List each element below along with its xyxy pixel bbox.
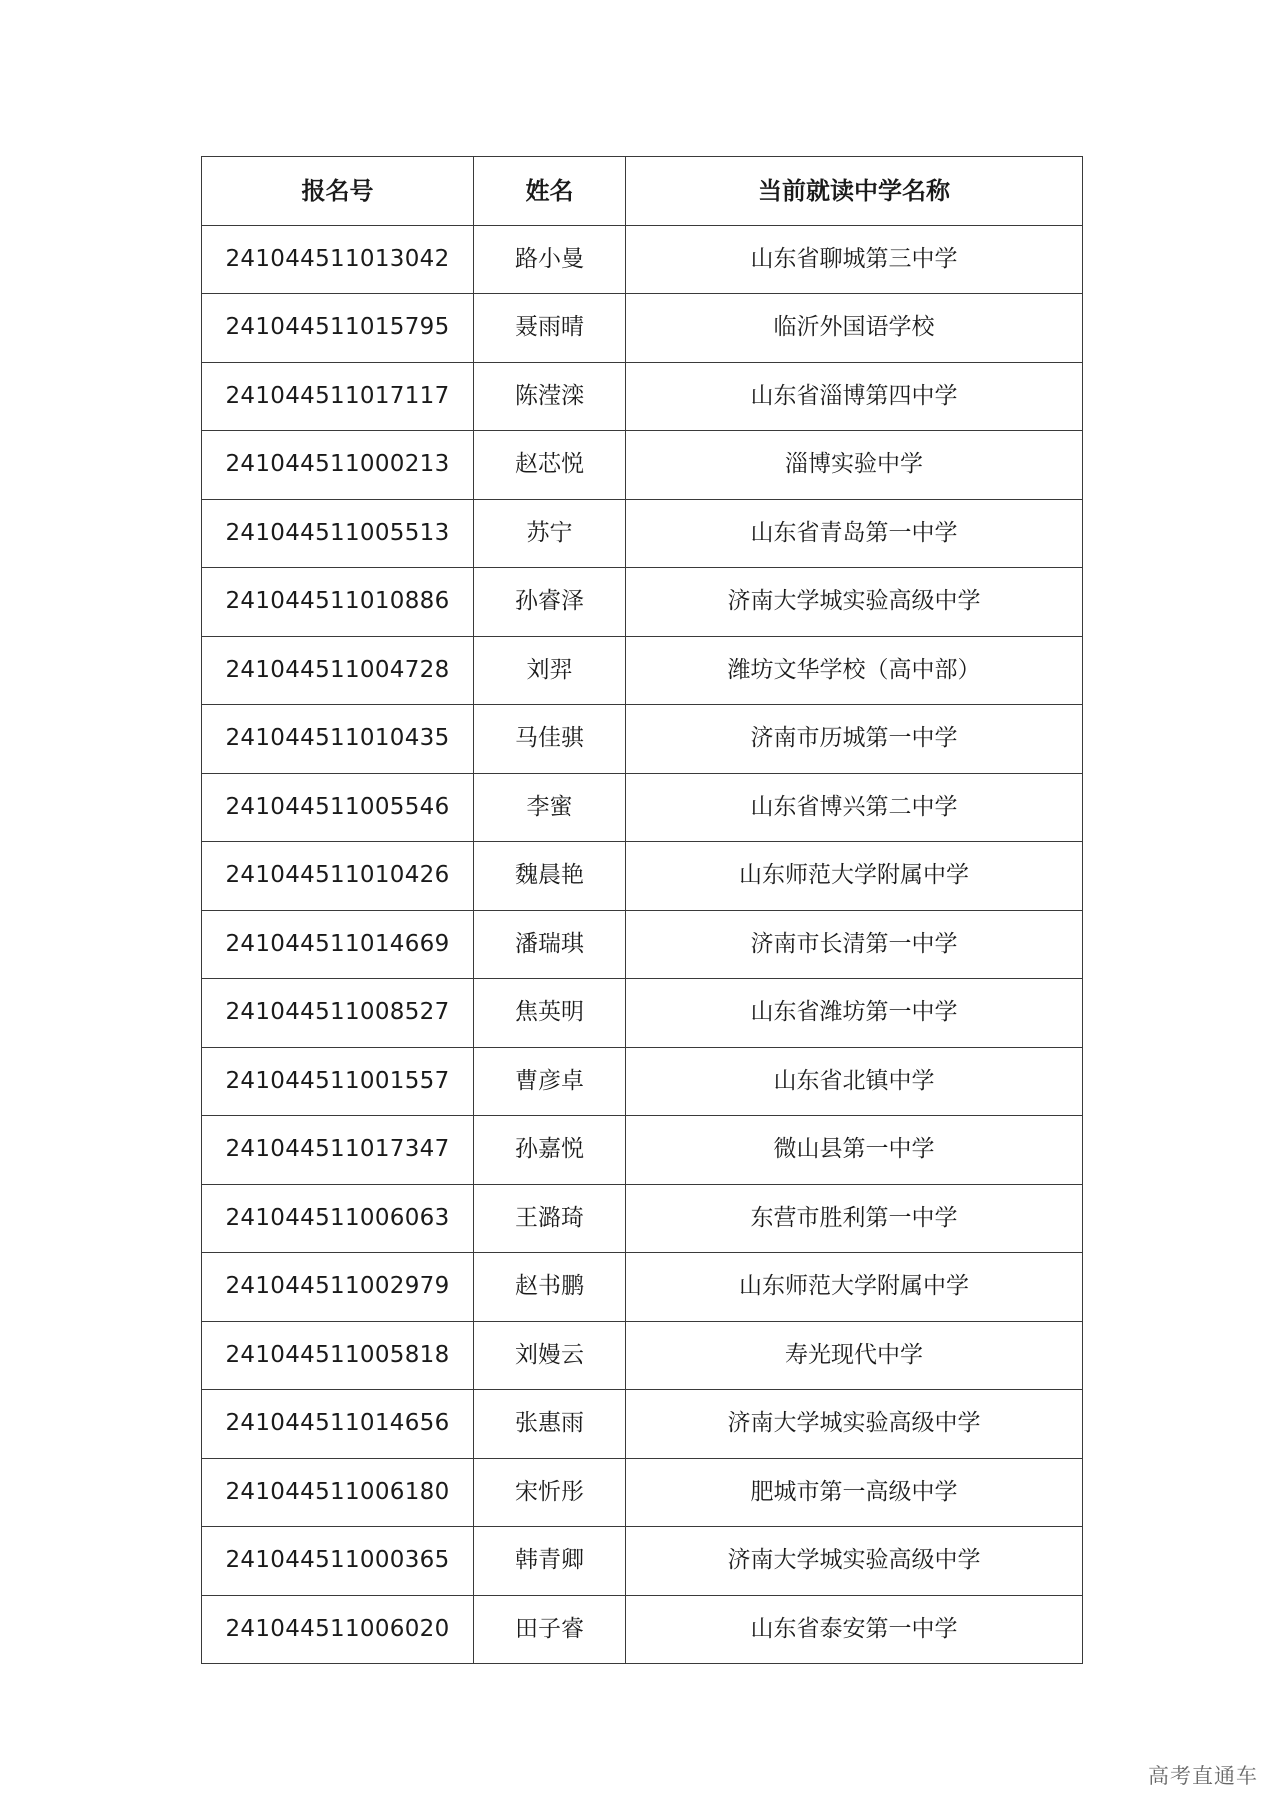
cell-name: 韩青卿 xyxy=(474,1527,626,1596)
cell-registration-number: 241044511002979 xyxy=(202,1253,474,1322)
cell-name: 魏晨艳 xyxy=(474,842,626,911)
cell-registration-number: 241044511010886 xyxy=(202,568,474,637)
cell-name: 刘嫚云 xyxy=(474,1321,626,1390)
cell-name: 王潞琦 xyxy=(474,1184,626,1253)
table-row xyxy=(202,636,1083,705)
table-row xyxy=(202,431,1083,500)
header-row xyxy=(202,157,1083,226)
watermark: 高考直通车 xyxy=(1148,1764,1258,1788)
cell-registration-number: 241044511000365 xyxy=(202,1527,474,1596)
table-row xyxy=(202,842,1083,911)
cell-school: 山东省泰安第一中学 xyxy=(626,1595,1083,1664)
cell-school: 淄博实验中学 xyxy=(626,431,1083,500)
cell-registration-number: 241044511005546 xyxy=(202,773,474,842)
table-row xyxy=(202,1458,1083,1527)
cell-school: 济南市历城第一中学 xyxy=(626,705,1083,774)
cell-registration-number: 241044511008527 xyxy=(202,979,474,1048)
cell-school: 济南市长清第一中学 xyxy=(626,910,1083,979)
table-row xyxy=(202,294,1083,363)
cell-name: 刘羿 xyxy=(474,636,626,705)
cell-registration-number: 241044511000213 xyxy=(202,431,474,500)
cell-registration-number: 241044511010426 xyxy=(202,842,474,911)
table-row xyxy=(202,1527,1083,1596)
table-row xyxy=(202,499,1083,568)
table-row xyxy=(202,1321,1083,1390)
cell-registration-number: 241044511013042 xyxy=(202,225,474,294)
cell-school: 肥城市第一高级中学 xyxy=(626,1458,1083,1527)
cell-registration-number: 241044511004728 xyxy=(202,636,474,705)
cell-name: 宋忻彤 xyxy=(474,1458,626,1527)
cell-school: 潍坊文华学校（高中部） xyxy=(626,636,1083,705)
table-row xyxy=(202,1116,1083,1185)
cell-name: 苏宁 xyxy=(474,499,626,568)
cell-school: 东营市胜利第一中学 xyxy=(626,1184,1083,1253)
cell-name: 赵书鹏 xyxy=(474,1253,626,1322)
table-row xyxy=(202,225,1083,294)
cell-name: 陈滢滦 xyxy=(474,362,626,431)
cell-school: 寿光现代中学 xyxy=(626,1321,1083,1390)
cell-school: 山东省北镇中学 xyxy=(626,1047,1083,1116)
cell-name: 孙睿泽 xyxy=(474,568,626,637)
cell-name: 田子睿 xyxy=(474,1595,626,1664)
cell-school: 山东省潍坊第一中学 xyxy=(626,979,1083,1048)
cell-name: 马佳骐 xyxy=(474,705,626,774)
cell-school: 济南大学城实验高级中学 xyxy=(626,568,1083,637)
table-row xyxy=(202,1184,1083,1253)
cell-name: 聂雨晴 xyxy=(474,294,626,363)
table-row xyxy=(202,568,1083,637)
cell-registration-number: 241044511017117 xyxy=(202,362,474,431)
cell-school: 山东省青岛第一中学 xyxy=(626,499,1083,568)
header-name: 姓名 xyxy=(474,157,626,226)
cell-registration-number: 241044511006020 xyxy=(202,1595,474,1664)
cell-registration-number: 241044511005818 xyxy=(202,1321,474,1390)
cell-registration-number: 241044511017347 xyxy=(202,1116,474,1185)
cell-registration-number: 241044511015795 xyxy=(202,294,474,363)
cell-school: 山东师范大学附属中学 xyxy=(626,842,1083,911)
table-row xyxy=(202,1047,1083,1116)
cell-registration-number: 241044511010435 xyxy=(202,705,474,774)
table-row xyxy=(202,362,1083,431)
header-registration-number: 报名号 xyxy=(202,157,474,226)
cell-registration-number: 241044511005513 xyxy=(202,499,474,568)
cell-name: 李蜜 xyxy=(474,773,626,842)
table-row xyxy=(202,705,1083,774)
table-row xyxy=(202,1253,1083,1322)
cell-school: 山东师范大学附属中学 xyxy=(626,1253,1083,1322)
table-row xyxy=(202,773,1083,842)
cell-school: 济南大学城实验高级中学 xyxy=(626,1390,1083,1459)
table-row xyxy=(202,1390,1083,1459)
cell-school: 山东省淄博第四中学 xyxy=(626,362,1083,431)
cell-school: 济南大学城实验高级中学 xyxy=(626,1527,1083,1596)
cell-registration-number: 241044511001557 xyxy=(202,1047,474,1116)
table-header xyxy=(202,157,1083,226)
cell-school: 山东省博兴第二中学 xyxy=(626,773,1083,842)
cell-registration-number: 241044511014656 xyxy=(202,1390,474,1459)
cell-name: 张惠雨 xyxy=(474,1390,626,1459)
cell-name: 路小曼 xyxy=(474,225,626,294)
header-school: 当前就读中学名称 xyxy=(626,157,1083,226)
cell-name: 赵芯悦 xyxy=(474,431,626,500)
registration-table xyxy=(201,156,1083,1664)
cell-school: 微山县第一中学 xyxy=(626,1116,1083,1185)
cell-name: 曹彦卓 xyxy=(474,1047,626,1116)
cell-name: 焦英明 xyxy=(474,979,626,1048)
table-row xyxy=(202,910,1083,979)
table-body xyxy=(202,225,1083,1664)
cell-name: 孙嘉悦 xyxy=(474,1116,626,1185)
cell-registration-number: 241044511006180 xyxy=(202,1458,474,1527)
cell-name: 潘瑞琪 xyxy=(474,910,626,979)
table-row xyxy=(202,979,1083,1048)
cell-school: 临沂外国语学校 xyxy=(626,294,1083,363)
table-row xyxy=(202,1595,1083,1664)
cell-school: 山东省聊城第三中学 xyxy=(626,225,1083,294)
cell-registration-number: 241044511014669 xyxy=(202,910,474,979)
cell-registration-number: 241044511006063 xyxy=(202,1184,474,1253)
